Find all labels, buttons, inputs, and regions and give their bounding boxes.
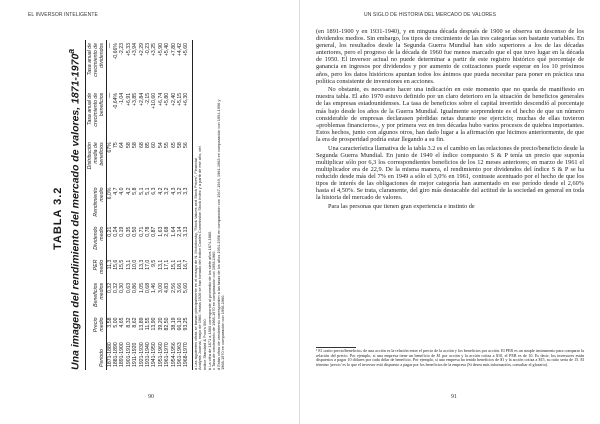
table-cell: 1911-1920 [132, 342, 139, 367]
table-cell: — [106, 43, 113, 49]
table-cell: 1,63 [157, 226, 164, 237]
table-cell: 93,25 [183, 317, 190, 331]
table-cell: 66,10 [176, 317, 183, 331]
table-cell: 0,19 [119, 226, 126, 237]
table-cell: 58 [176, 142, 183, 148]
table-cell: 1881-1890 [112, 342, 119, 367]
table-cell: 11,3 [106, 259, 113, 270]
table-cell: 0,86 [132, 282, 139, 294]
table-cell: 2,68 [164, 226, 171, 237]
table-cell: 64 [119, 142, 126, 148]
table-cell: 0,21 [106, 226, 113, 237]
table-cell: +2,84 [138, 92, 145, 106]
body-text [316, 28, 584, 211]
col-header: Beneficios medios [86, 280, 107, 315]
table-body [106, 40, 190, 370]
left-page-number: 90 [148, 394, 154, 400]
table-cell: +5,90 [157, 43, 164, 57]
table-title-text: Una imagen del rendimiento del mercado de valores, 1871-1970 [69, 53, 82, 370]
table-cell: 15,1 [170, 259, 177, 270]
table-cell: -0,66% [112, 43, 119, 60]
table-cell: 6,0% [106, 187, 113, 200]
table-label: TABLA 3.2 [52, 186, 64, 250]
table-cell: +3,85 [132, 92, 139, 106]
table-cell: 38,19 [170, 317, 177, 331]
table-cell: 4,2 [157, 187, 164, 195]
table-cell: 0,35 [125, 226, 132, 237]
table-cell: 55 [164, 142, 171, 148]
left-running-head: EL INVERSOR INTELIGENTE [28, 12, 98, 18]
right-page-number: 91 [451, 394, 457, 400]
table-cell: 0,63 [125, 282, 132, 294]
table-cell: 2,14 [176, 226, 183, 237]
table-note: Analysts Journal, mayo de 1960. Hasta 1926 se han tomado del índice Cowles Commission Stock Index y a partir de ese año, del [197, 146, 203, 370]
table-cell: 4,83 [164, 282, 171, 294]
table-cell: 0,32 [106, 282, 113, 294]
table-cell: -1,04 [119, 92, 126, 105]
table-cell: 17,1 [164, 259, 171, 270]
table-cell: -0,23 [144, 43, 151, 55]
table-cell: +2,40 [170, 92, 177, 106]
table-cell: 3,00 [157, 282, 164, 294]
table-cell: 0,87 [151, 226, 158, 237]
table-cell: 1951-1960 [157, 342, 164, 367]
table-cell: 13,90 [151, 317, 158, 331]
table-cell: 5,1 [138, 187, 145, 195]
table-note: d Estas cifras de crecimiento corresponden a las tasas de los años 1954-1956 en comparación con 1947-1949, 1961-1963 en comparación con 1954-1956 y [215, 99, 221, 370]
table-note: índice Standard & Poor's 500. [201, 318, 207, 370]
table-cell: 1968-1970 [183, 342, 190, 367]
table-cell: 0,68 [144, 282, 151, 294]
table-cell: 2,56 [170, 282, 177, 294]
paragraph: Para las personas que tienen gran experiencia e instinto de [328, 202, 475, 210]
table-note: c Tasa de crecimiento de 1968-1970 en comparación con 1958-1960. [211, 250, 217, 370]
table-note: a Las siguientes cifras se basan principalmente en el ensayo de N. Molodovsky, "Stock Values and Stock Prices", Financial [192, 158, 198, 370]
col-header: Dividendo medio [86, 224, 107, 257]
col-header: PER medio [86, 257, 107, 280]
table-cell: 67% [106, 142, 113, 153]
table-cell: +3,94 [132, 43, 139, 57]
paragraph: Una característica llamativa de la tabla 3.2 es el cambio en las relaciones de precio/beneficio desde la Segunda Guerra Mundial. En junio de 1949 el índice compuesto S & P tenía un precio que suponía multiplicar sólo por 6,3 los correspondientes beneficios de los 12 meses anteriores; en marzo de 1961 el multiplicador era de 22,9. De la misma manera, el rendimiento por dividendos del índice S & P se ha reducido desde más del 7% en 1949 a sólo el 3,0% en 1961, contraste acentuado por el hecho de que los tipos de interés de las obligaciones de mejor categoría han aumentado en ese período desde el 2,60% hasta el 4,50%. Se trata, claramente, del giro más destacable del actitud de la sociedad en general en toda la historia del mercado de valores. [316, 144, 584, 202]
table-cell: +5,15 [176, 92, 183, 106]
table-cell: 17,0 [144, 259, 151, 270]
table-cell: +5,33 [125, 43, 132, 57]
table-cell: +2,29 [138, 43, 145, 57]
table-cell: 13,3 [138, 259, 145, 270]
table-cell: — [106, 92, 113, 99]
table-cell: 9,5 [151, 259, 158, 267]
table-cell: 56 [183, 142, 190, 148]
table-cell: 13,1 [157, 259, 164, 270]
col-header: Tasa anual de crecimiento de beneficios [86, 90, 107, 139]
table-cell: 3,2 [176, 187, 183, 195]
table-cell: +7,80 [170, 43, 177, 57]
table-cell: 1891-1900 [119, 342, 126, 367]
table-cell: +6,74 [157, 92, 164, 106]
table-cell: 6,3 [151, 187, 158, 195]
table-cell: +6,91 [125, 92, 132, 106]
table-row [106, 40, 113, 370]
table-cell: 8,62 [132, 317, 139, 328]
table-cell: 5,00 [112, 317, 119, 328]
table-cell: +3,25 [151, 43, 158, 57]
table-cell: 4,0 [119, 187, 126, 195]
rotated-table-block [52, 40, 300, 370]
table-cell: 4,3 [170, 187, 177, 195]
table-cell: 16,7 [183, 259, 190, 270]
table-cell: 10,0 [132, 259, 139, 270]
footnote: ¹ El «ratio precio/beneficio» de una acción es la relación entre el precio de la acción y los beneficios por acción. El PER es un simple instrumento para comparar la relación del precio. Por ejemplo, si una empresa tiene un beneficio de $1 por acción y la acción cotiza a $10, el PER es de 10. Es decir, los inversores están dispuestos a pagar 10 dólares por cada dólar de beneficio. Por ejemplo, si una empresa ha tenido beneficios de $1 y la acción cotiza a $15, su ratio sería de 15. El término 'precio' es lo que el inversor está dispuesto a pagar por los beneficios de la empresa (Si desea más información, consultar el glosario). [316, 348, 584, 367]
table-cell: 15,6 [112, 259, 119, 270]
table-cell: 3,58 [106, 317, 113, 328]
table-cell: 75 [112, 142, 119, 148]
table-cell: +5,40 [164, 43, 171, 57]
table-cell: +4,42 [176, 43, 183, 57]
table-cell: +5,80 [164, 92, 171, 106]
table-cell: 5,60 [183, 282, 190, 294]
table-note: 1968-1970 en comparación con 1958-1960. [220, 294, 226, 370]
table-cell: 1,05 [138, 282, 145, 294]
table-cell: 85 [144, 142, 151, 148]
table-title-sup: a [66, 48, 76, 54]
table-cell: 3,66 [176, 282, 183, 294]
table-title [66, 40, 82, 370]
table-cell: 3,2 [164, 187, 171, 195]
table-cell: -0,64% [112, 92, 119, 110]
col-header: Precio medio [86, 314, 107, 339]
right-page [300, 0, 600, 424]
col-header: Distribución media de beneficios [86, 139, 107, 184]
table-cell: -2,23 [119, 43, 126, 55]
col-header: Tasa anual de crecimiento de dividendos [86, 40, 107, 90]
table-cell: 5,8 [132, 187, 139, 195]
table-cell: 3,3 [183, 187, 190, 195]
table-note: b La cifra de 1871 a 1880 corresponde al promedio de los siete años 1874-1880. [206, 230, 212, 370]
table-cell: 5,1 [144, 187, 151, 195]
table-notes [192, 40, 226, 370]
table-cell: 4,2 [125, 187, 132, 195]
table-cell: 4,65 [119, 317, 126, 328]
table-cell: 65 [170, 142, 177, 148]
performance-table [86, 40, 190, 370]
table-cell: +6,30 [183, 92, 190, 106]
table-cell: 58 [132, 142, 139, 148]
table-cell: 54 [157, 142, 164, 148]
right-running-head: UN SIGLO DE HISTORIA DEL MERCADO DE VALORES [364, 12, 497, 18]
table-row [183, 40, 189, 370]
table-cell: 1,46 [151, 282, 158, 294]
table-cell: 1921-1930 [138, 342, 145, 367]
table-cell: 4,7 [112, 187, 119, 195]
table-cell: 13,1 [125, 259, 132, 270]
table-cell: 1941-1950 [151, 342, 158, 367]
paragraph: No obstante, es necesario hacer una indicación en este momento que no queda de manifiesto en nuestra tabla. El año 1970 estuvo definido por un claro deterioro en la situación de beneficios generales de las empresas estadounidenses. La tasa de beneficios sobre el capital invertido descendió al porcentaje más bajo desde los años de la Guerra Mundial. Igualmente sorprendente es el hecho de que un número considerable de empresas declarasen pérdidas netas durante ese ejercicio; muchas de ellas tuvieron «problemas financieros», y por primera vez en tres décadas hubo varios procesos de quiebra importantes. Estos hechos, junto con algunos otros, han dado lugar a la afirmación que hicimos anteriormente, de que la era de prosperidad podría estar llegando a su fin. [316, 86, 584, 143]
table-cell: 1,64 [170, 226, 177, 237]
table-cell: -2,15 [144, 92, 151, 105]
table-cell: 1931-1940 [144, 342, 151, 367]
table-cell: 8,32 [125, 317, 132, 328]
col-header: Periodo [86, 339, 107, 370]
table-cell: 82,50 [164, 317, 171, 331]
table-cell: 1961-1970 [164, 342, 171, 367]
table-cell: 60 [151, 142, 158, 148]
table-cell: 58 [125, 142, 132, 148]
table-cell: 13,89 [138, 317, 145, 331]
table-cell: 18,1 [176, 259, 183, 270]
table-cell: 0,24 [112, 226, 119, 237]
paragraph: (en 1891-1900 y en 1931-1940), y en ninguna década después de 1900 se observa un descenso de los dividendos medios. Sin embargo, los tipos de crecimiento de las tres categorías son bastante variables. En general, los resultados desde la Segunda Guerra Mundial han sido superiores a los de las décadas anteriores, pero el progreso de la década de 1960 fue menos marcado que el que tuvo lugar en la década de 1950. El inversor actual no puede determinar a partir de este registro histórico qué porcentaje de ganancia en ingresos por dividendos y por aumento de cotizaciones puede esperar en los 10 próximos años, pero los datos históricos apuntan todos los ánimos que pueda necesitar para poner en práctica una política consistente de inversiones en acciones. [316, 28, 584, 85]
table-cell: 68 [138, 142, 145, 148]
table-cell: +10,60 [151, 92, 158, 109]
table-cell: 0,50 [132, 226, 139, 237]
table-cell: 15,5 [119, 259, 126, 270]
table-cell: 0,30 [119, 282, 126, 294]
col-header: Rendimiento medio [86, 185, 107, 224]
table-cell: +5,60 [183, 43, 190, 57]
table-cell: 0,32 [112, 282, 119, 294]
table-cell: 39,20 [157, 317, 164, 331]
table-header-row [86, 40, 107, 370]
table-cell: 1901-1910 [125, 342, 132, 367]
table-cell: 3,13 [183, 226, 190, 237]
table-cell: 0,71 [138, 226, 145, 237]
table-cell: 0,78 [144, 226, 151, 237]
table-cell: 1954-1956 [170, 342, 177, 367]
table-cell: 1961-1963 [176, 342, 183, 367]
table-cell: 11,55 [144, 317, 151, 331]
table-cell: 1871-1880 [106, 342, 113, 367]
